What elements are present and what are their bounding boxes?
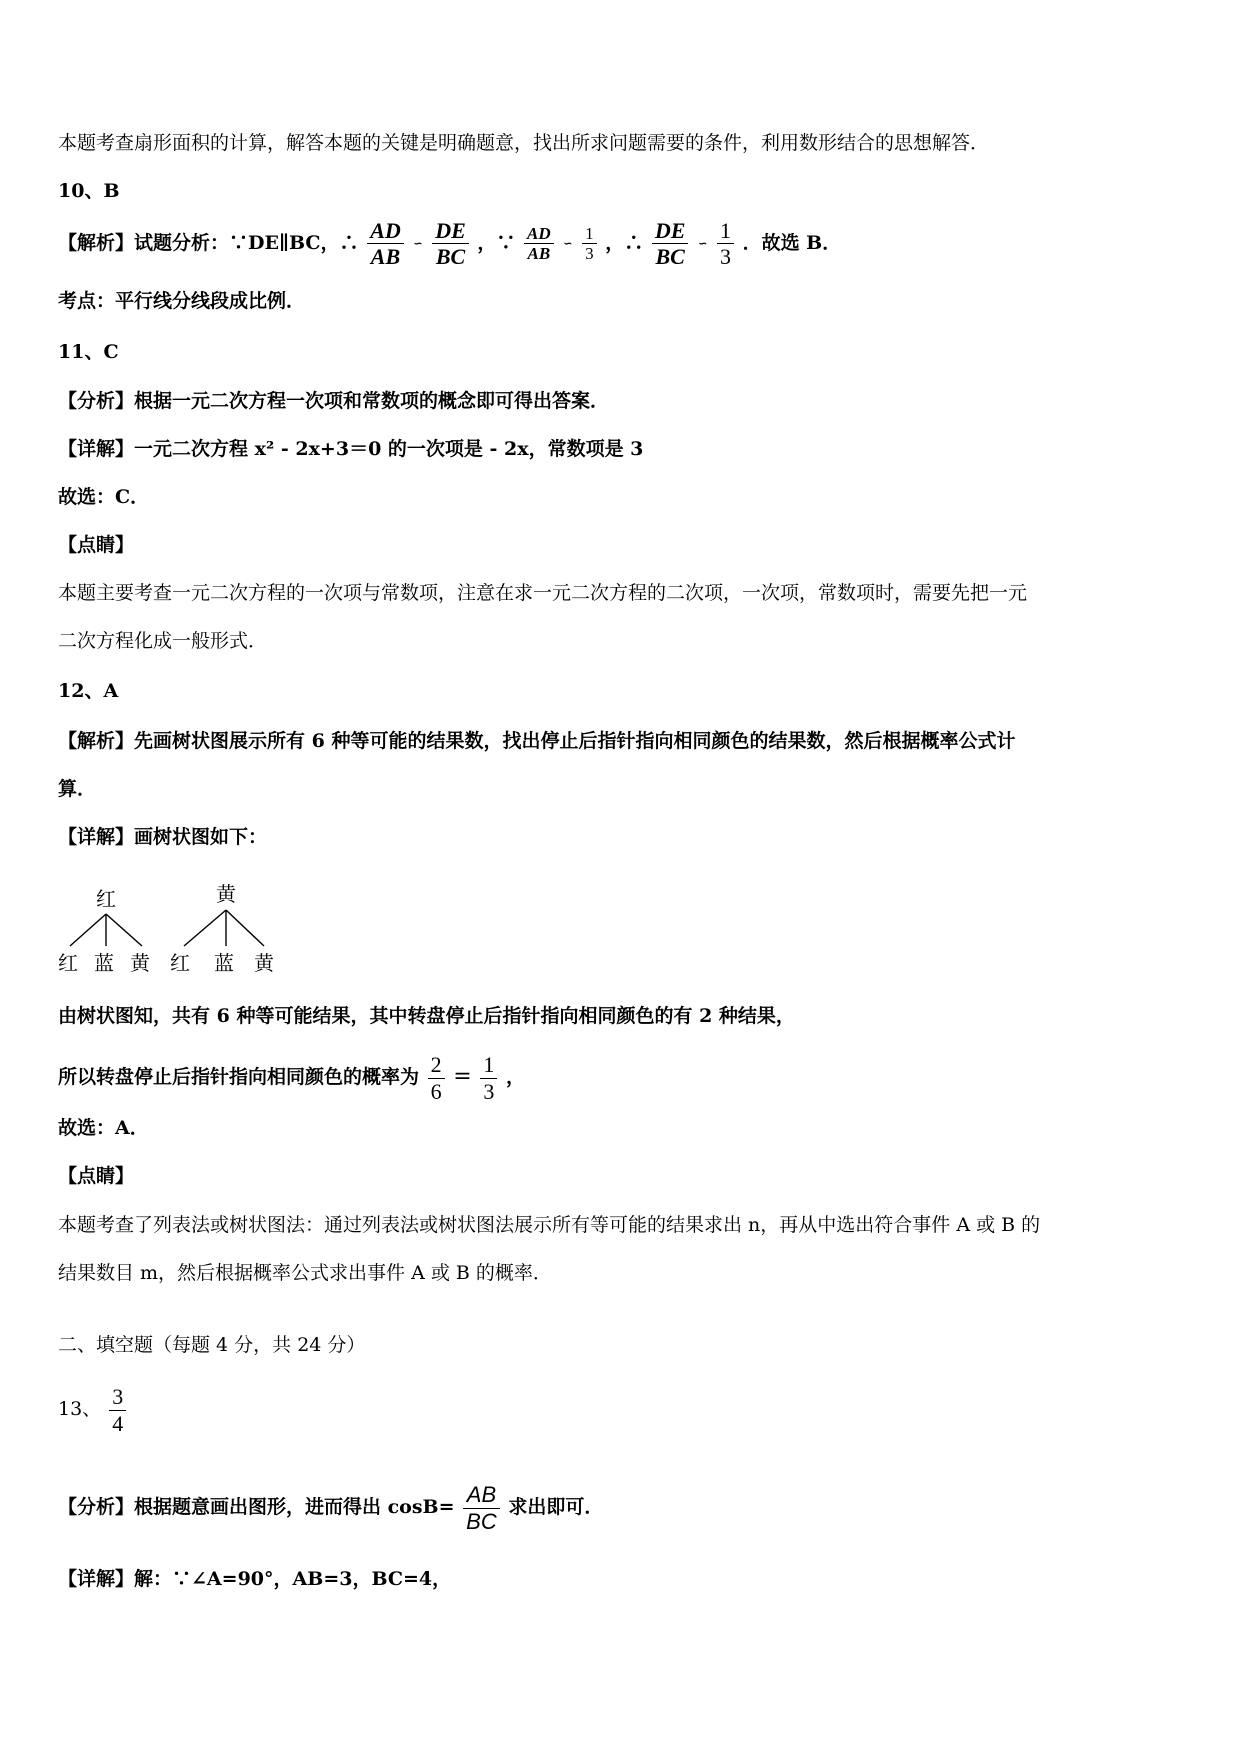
answer-10-point: 考点：平行线分线段成比例． [58,290,306,312]
comma-because: ，∵ [477,231,516,254]
tree-leaf: 黄 [254,951,274,975]
fraction-one-third-result [717,218,734,270]
tree-diagram [58,876,288,976]
fraction-ad-ab-small [524,224,554,264]
numerator: AD [527,223,551,243]
analysis-prefix: 【解析】试题分析：∵DE∥BC，∴ [58,231,359,254]
tree-leaf: 蓝 [214,951,234,975]
answer-12-review-line1: 本题考查了列表法或树状图法：通过列表法或树状图法展示所有等可能的结果求出 n，再从中选出符合事件 A 或 B 的 [58,1214,1041,1236]
fraction-one-third-probability [480,1052,497,1104]
answer-11-detail: 【详解】一元二次方程 x² - 2x+3＝0 的一次项是 - 2x，常数项是 3 [58,438,644,460]
numerator: AD [370,218,401,243]
denominator: BC [652,243,689,269]
numerator: AB [466,1482,497,1508]
similar-symbol: ∽ [563,236,573,250]
analysis-prefix: 【分析】根据题意画出图形，进而得出 cosB= [58,1496,455,1518]
answer-11-heading: 11、C [58,341,119,363]
denominator: BC [463,1508,500,1534]
comma-therefore: ，∴ [605,231,644,254]
answer-13-heading [58,1380,1191,1438]
numerator: 1 [719,218,731,243]
answer-11-review-line2: 二次方程化成一般形式． [58,630,268,652]
answer-11-analysis: 【分析】根据一元二次方程一次项和常数项的概念即可得出答案． [58,390,610,412]
answer-13-detail: 【详解】解：∵∠A=90°，AB=3，BC=4， [58,1568,452,1590]
equals-sign: = [453,1064,472,1089]
fraction-ab-bc [463,1482,500,1534]
fraction-de-bc [432,218,469,270]
answer-12-choice: 故选：A． [58,1117,149,1139]
fraction-de-bc-result [652,218,689,270]
answer-11-choice: 故选：C． [58,486,150,508]
denominator: AB [524,243,554,264]
denominator: 4 [109,1410,126,1436]
fraction-two-sixths [428,1052,445,1104]
denominator: 3 [717,243,734,269]
denominator: 3 [582,243,597,264]
numerator: DE [654,218,686,243]
numerator: 2 [430,1052,442,1078]
answer-12-review-heading: 【点睛】 [58,1165,135,1187]
numerator: DE [435,218,466,243]
tree-leaf: 蓝 [94,951,114,975]
answer-13-analysis [58,1478,1191,1536]
denominator: 6 [428,1078,445,1104]
analysis-suffix: 求出即可． [508,1496,604,1518]
trailing-comma: ， [505,1066,525,1088]
answer-choice-b: ．故选 B． [742,231,842,254]
tree-leaf: 黄 [130,951,150,975]
fraction-ad-ab [367,218,404,270]
denominator: AB [367,243,404,269]
paragraph-sector-area: 本题考查扇形面积的计算，解答本题的关键是明确题意，找出所求问题需要的条件，利用数形结合的思想解答． [58,132,990,154]
numerator: 3 [112,1384,124,1410]
answer-12-detail: 【详解】画树状图如下： [58,826,268,848]
answer-12-analysis-line1: 【解析】先画树状图展示所有 6 种等可能的结果数，找出停止后指针指向相同颜色的结果数，然后根据概率公式计 [58,730,1016,752]
answer-12-result-line2 [58,1052,1191,1102]
answer-11-review-heading: 【点睛】 [58,534,135,556]
answer-10-heading: 10、B [58,180,120,202]
answer-10-analysis [58,218,1191,270]
tree-root-red: 红 [96,887,116,911]
tree-leaf: 红 [170,951,190,975]
answer-12-review-line2: 结果数目 m，然后根据概率公式求出事件 A 或 B 的概率． [58,1262,552,1284]
answer-12-heading: 12、A [58,680,119,702]
denominator: BC [432,243,469,269]
fraction-three-quarters [109,1384,126,1436]
similar-symbol: ∽ [698,236,708,250]
probability-prefix: 所以转盘停止后指针指向相同颜色的概率为 [58,1066,420,1088]
section-2-heading: 二、填空题（每题 4 分，共 24 分） [58,1334,366,1356]
similar-symbol: ∽ [413,236,423,250]
tree-root-yellow: 黄 [216,882,236,906]
answer-11-review-line1: 本题主要考查一元二次方程的一次项与常数项，注意在求一元二次方程的二次项，一次项，常数项时，需要先把一元 [58,582,1028,604]
answer-13-label: 13、 [58,1398,102,1420]
fraction-one-third [582,224,597,264]
tree-leaf: 红 [58,951,78,975]
denominator: 3 [480,1078,497,1104]
numerator: 1 [483,1052,495,1078]
numerator: 1 [585,223,594,243]
answer-12-result-line1: 由树状图知，共有 6 种等可能结果，其中转盘停止后指针指向相同颜色的有 2 种结果， [58,1005,795,1027]
answer-12-analysis-line2: 算． [58,778,97,800]
